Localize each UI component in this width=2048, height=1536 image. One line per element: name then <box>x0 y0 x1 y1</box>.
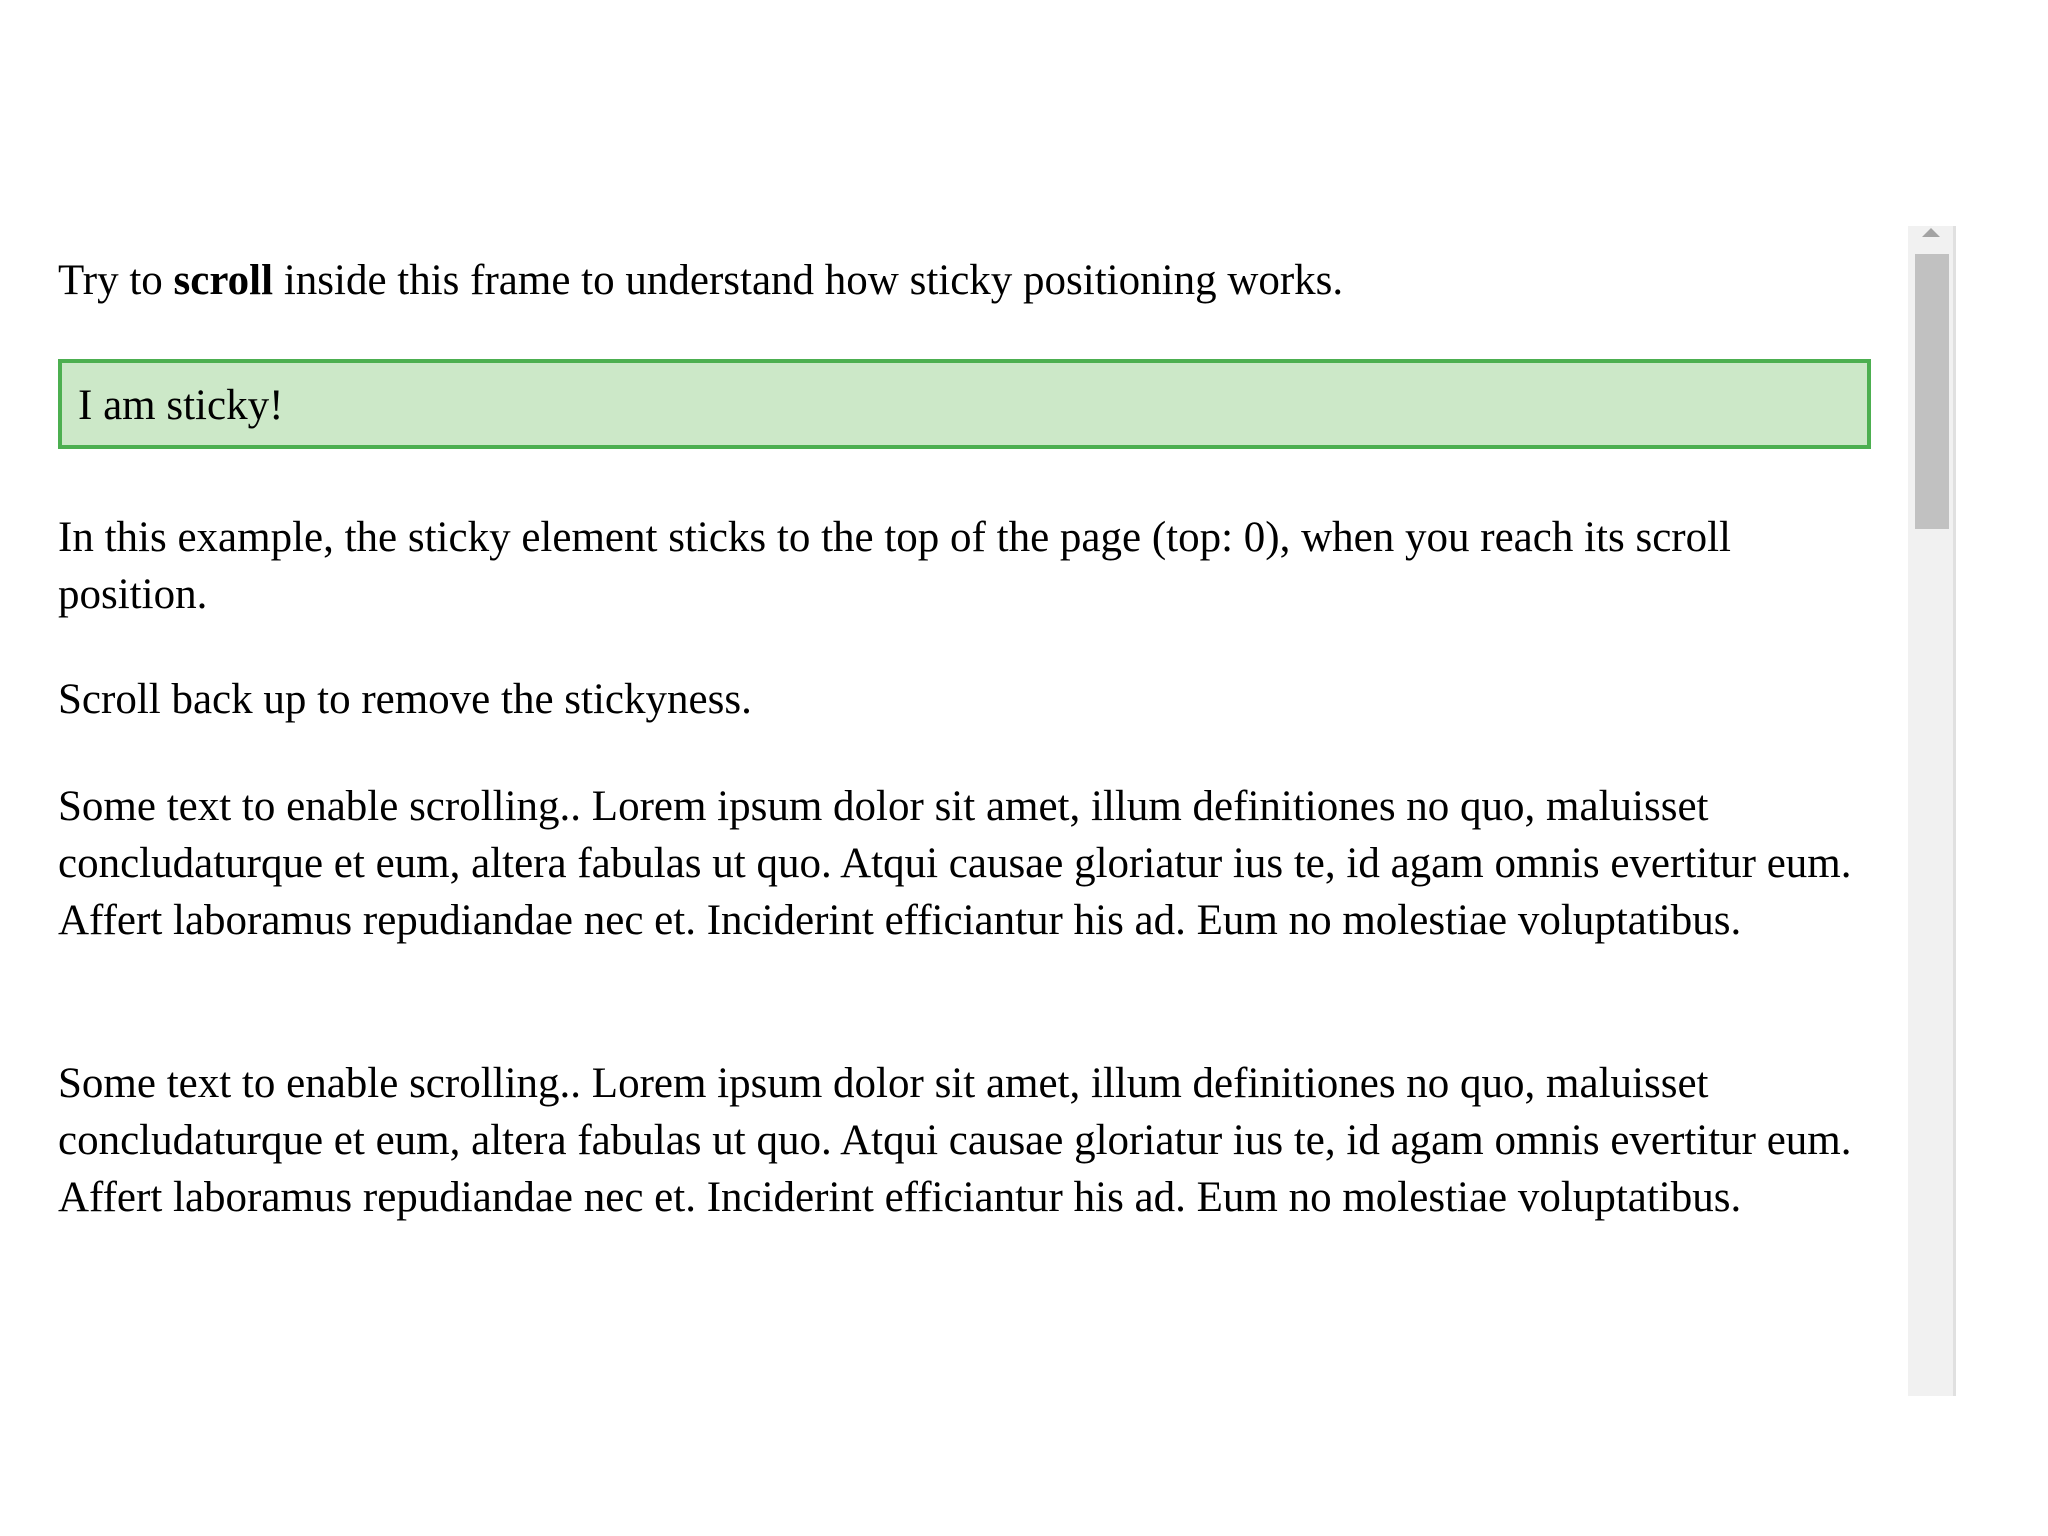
filler-paragraph-1: Some text to enable scrolling.. Lorem ipsum dolor sit amet, illum definitiones no quo, maluisset concludaturque et eum, altera fabulas ut quo. Atqui causae gloriatur ius te, id agam omnis evertitur eum. Affert laboramus repudiandae nec et. Inciderint efficiantur his ad. Eum no molestiae voluptatibus. <box>58 783 1852 944</box>
scroll-up-arrow-icon[interactable] <box>1908 226 1953 252</box>
filler-paragraph-2: Some text to enable scrolling.. Lorem ipsum dolor sit amet, illum definitiones no quo, maluisset concludaturque et eum, altera fabulas ut quo. Atqui causae gloriatur ius te, id agam omnis evertitur eum. Affert laboramus repudiandae nec et. Inciderint efficiantur his ad. Eum no molestiae voluptatibus. <box>58 1060 1852 1221</box>
scrollbar-thumb[interactable] <box>1915 254 1949 529</box>
vertical-scrollbar[interactable] <box>1908 226 1956 1396</box>
example-paragraph: In this example, the sticky element sticks to the top of the page (top: 0), when you reach its scroll position. <box>58 514 1731 618</box>
intro-before: Try to <box>58 257 174 304</box>
scroll-back-paragraph: Scroll back up to remove the stickyness. <box>58 676 752 723</box>
intro-text <box>58 252 1343 309</box>
sticky-element <box>58 359 1871 449</box>
intro-after: inside this frame to understand how sticky positioning works. <box>273 257 1344 304</box>
scroll-frame[interactable] <box>0 226 1958 1396</box>
sticky-label: I am sticky! <box>78 382 284 429</box>
intro-bold-scroll: scroll <box>173 257 274 304</box>
